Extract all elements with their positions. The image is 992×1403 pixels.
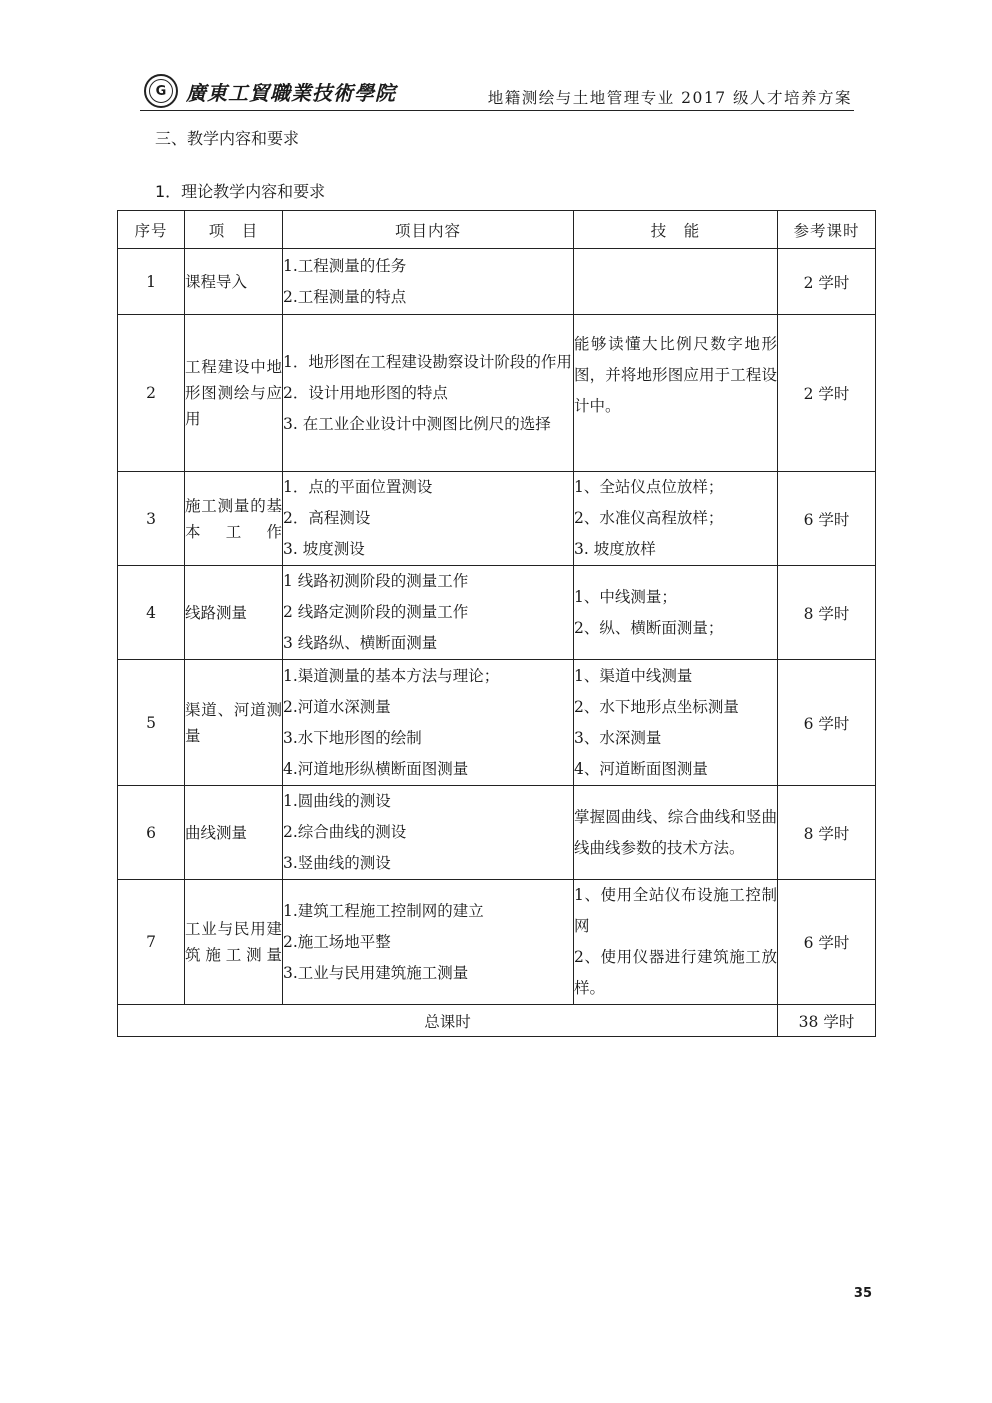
skill-line: 1、使用全站仪布设施工控制网 [574,886,777,935]
table-row [118,249,876,315]
row-item: 施工测量的基本工作 [185,472,283,566]
row-skills [574,660,778,786]
row-hours: 8 学时 [778,566,876,660]
content-line: 3. 坡度测设 [283,540,365,558]
table-row [118,566,876,660]
header-content: 项目内容 [283,211,574,249]
row-skills [574,249,778,315]
row-content [283,880,574,1005]
row-hours: 8 学时 [778,786,876,880]
row-content [283,660,574,786]
row-item: 曲线测量 [185,786,283,880]
skill-line: 掌握圆曲线、综合曲线和竖曲线曲线参数的技术方法。 [574,807,777,857]
content-line: 2．设计用地形图的特点 [283,383,448,402]
section-heading: 三、教学内容和要求 [155,129,300,148]
page-number: 35 [853,1286,872,1301]
content-line: 2.综合曲线的测设 [283,823,407,841]
content-line: 1．点的平面位置测设 [283,478,433,496]
table-row [118,786,876,880]
skill-line: 1、渠道中线测量 [574,666,693,685]
content-line: 3.水下地形图的绘制 [283,728,422,747]
content-line: 1．地形图在工程建设勘察设计阶段的作用 [283,352,572,371]
skill-line: 3、水深测量 [574,728,662,747]
row-content [283,566,574,660]
content-line: 1.工程测量的任务 [283,256,407,275]
skill-line: 能够读懂大比例尺数字地形图，并将地形图应用于工程设计中。 [574,335,777,415]
table-row [118,880,876,1005]
skill-line: 3. 坡度放样 [574,540,656,558]
row-skills [574,880,778,1005]
content-line: 1 线路初测阶段的测量工作 [283,572,469,590]
table-row [118,315,876,472]
row-hours: 6 学时 [778,472,876,566]
header-item: 项 目 [185,211,283,249]
content-line: 2.施工场地平整 [283,932,391,951]
table-total-row [118,1005,876,1037]
row-content [283,472,574,566]
row-item: 课程导入 [185,249,283,315]
content-line: 1.渠道测量的基本方法与理论； [283,666,500,685]
row-item: 工程建设中地形图测绘与应用 [185,315,283,472]
page-header [140,72,854,111]
skill-line: 1、中线测量； [574,587,677,606]
sub-heading: 1．理论教学内容和要求 [155,182,326,201]
content-line: 3.工业与民用建筑施工测量 [283,963,469,982]
row-number: 4 [118,566,185,660]
skill-line: 4、河道断面图测量 [574,759,708,778]
row-number: 6 [118,786,185,880]
content-line: 1.建筑工程施工控制网的建立 [283,901,484,920]
row-hours: 2 学时 [778,315,876,472]
row-hours: 2 学时 [778,249,876,315]
row-number: 2 [118,315,185,472]
row-hours: 6 学时 [778,660,876,786]
row-content [283,786,574,880]
row-skills [574,786,778,880]
skill-line: 2、使用仪器进行建筑施工放样。 [574,948,777,997]
curriculum-table [117,210,876,1037]
content-line: 3. 在工业企业设计中测图比例尺的选择 [283,414,551,433]
content-line: 2.工程测量的特点 [283,287,407,306]
table-row [118,472,876,566]
content-line: 2 线路定测阶段的测量工作 [283,603,469,621]
total-hours: 38 学时 [778,1005,876,1037]
row-number: 5 [118,660,185,786]
table-row [118,660,876,786]
row-skills [574,566,778,660]
row-content [283,249,574,315]
row-number: 3 [118,472,185,566]
row-hours: 6 学时 [778,880,876,1005]
header-skills: 技 能 [574,211,778,249]
header-seq: 序号 [118,211,185,249]
total-label: 总课时 [118,1005,778,1037]
header-hours: 参考课时 [778,211,876,249]
skill-line: 2、纵、横断面测量； [574,618,724,637]
document-title: 地籍测绘与土地管理专业 2017 级人才培养方案 [487,89,852,107]
skill-line: 2、水下地形点坐标测量 [574,697,739,716]
row-content [283,315,574,472]
row-item: 工业与民用建筑施工测量 [185,880,283,1005]
content-line: 3.竖曲线的测设 [283,854,391,872]
college-logo [144,74,396,108]
content-line: 2.河道水深测量 [283,697,391,716]
row-skills [574,472,778,566]
skill-line: 1、全站仪点位放样； [574,478,724,496]
college-name: 廣東工貿職業技術學院 [186,80,396,105]
row-number: 1 [118,249,185,315]
content-line: 2．高程测设 [283,509,371,527]
table-header-row [118,211,876,249]
row-skills [574,315,778,472]
content-line: 4.河道地形纵横断面图测量 [283,759,469,778]
college-emblem-icon: G [144,74,178,108]
content-line: 3 线路纵、横断面测量 [283,634,438,652]
content-line: 1.圆曲线的测设 [283,792,391,810]
skill-line: 2、水准仪高程放样； [574,509,724,527]
row-item: 线路测量 [185,566,283,660]
row-item: 渠道、河道测量 [185,660,283,786]
row-number: 7 [118,880,185,1005]
